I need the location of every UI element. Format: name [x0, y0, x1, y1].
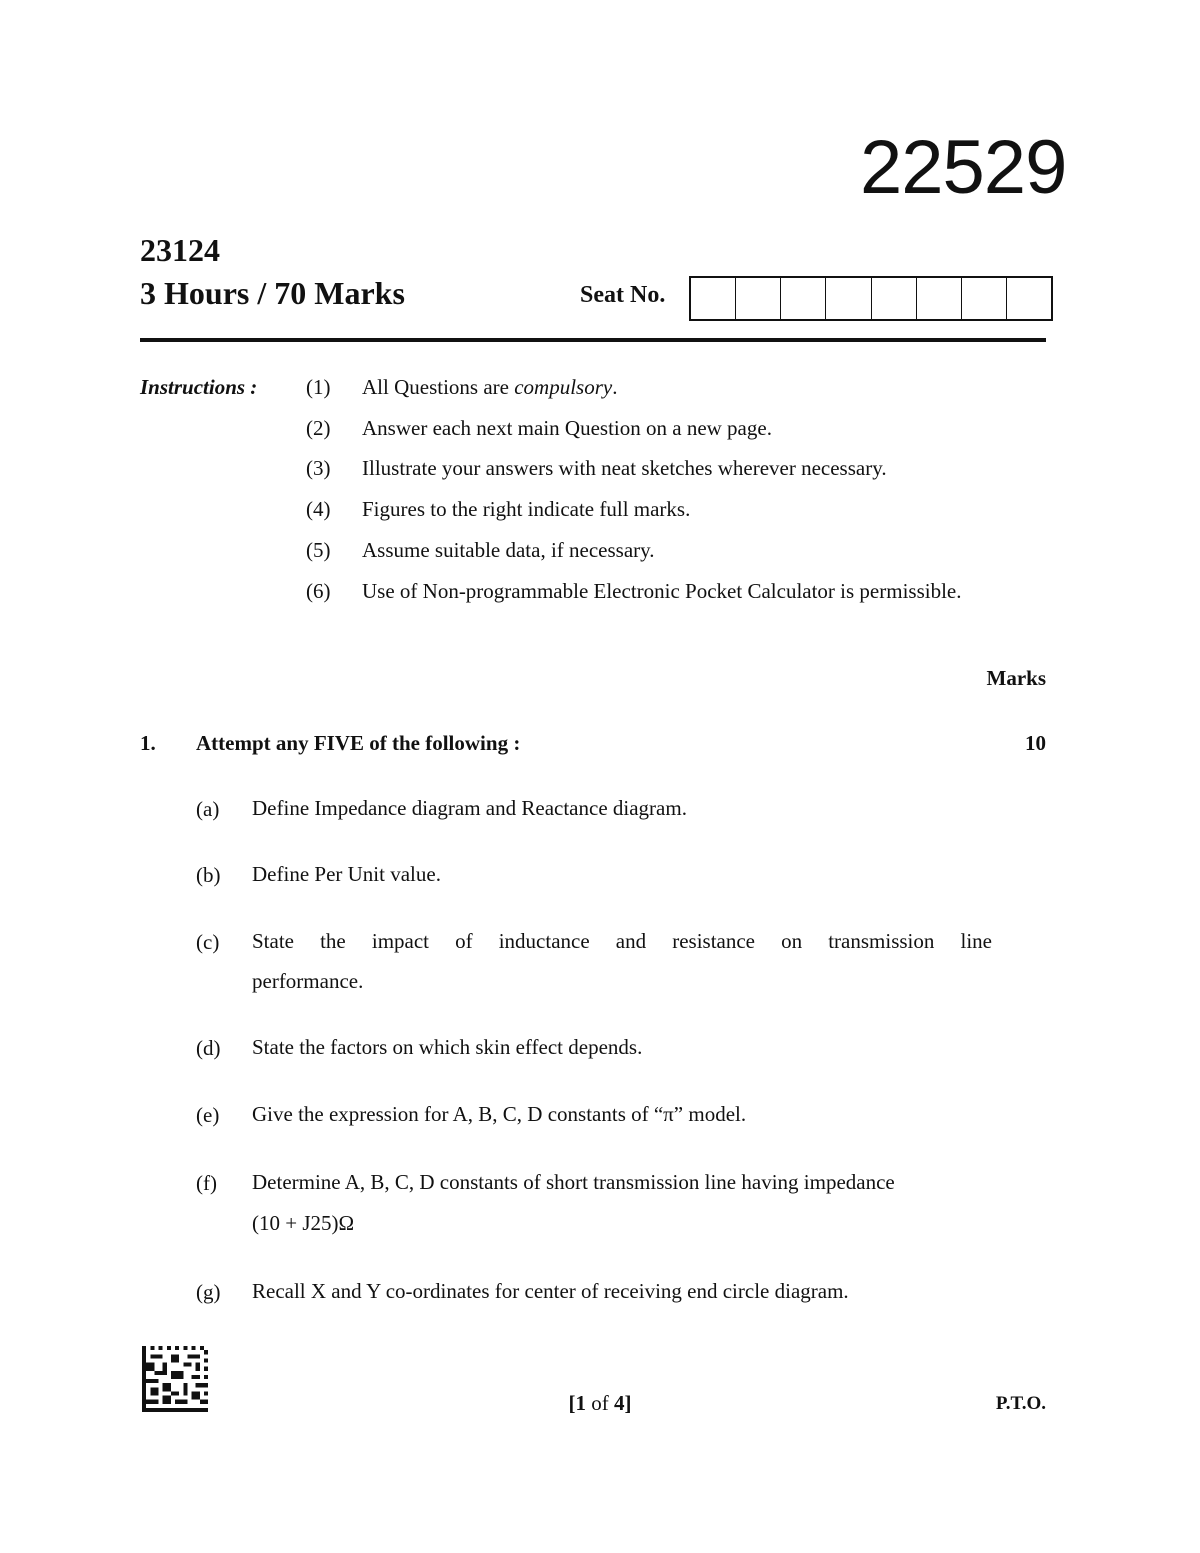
paper-code: 22529 — [860, 125, 1067, 210]
page-indicator — [500, 1391, 700, 1416]
sub-question-text: Recall X and Y co-ordinates for center of receiving end circle diagram. — [252, 1279, 849, 1303]
page-current: 1 — [575, 1391, 586, 1415]
instruction-text-part: . — [612, 375, 618, 399]
instruction-number: (3) — [306, 456, 331, 480]
sub-question-label: (c) — [196, 930, 220, 954]
marks-column-heading: Marks — [986, 666, 1046, 690]
sub-question-label: (g) — [196, 1280, 221, 1304]
instructions-label: Instructions : — [140, 375, 258, 399]
instruction-number: (6) — [306, 579, 331, 603]
question-number: 1. — [140, 731, 156, 755]
sub-question-label: (a) — [196, 797, 220, 821]
page-total: 4 — [614, 1391, 625, 1415]
instruction-text — [362, 375, 617, 400]
seat-box[interactable] — [962, 278, 1007, 319]
page-bracket: [ — [568, 1391, 576, 1415]
question-marks: 10 — [1025, 731, 1046, 755]
instruction-text: Answer each next main Question on a new page. — [362, 416, 772, 440]
exam-duration-marks: 3 Hours / 70 Marks — [140, 275, 405, 311]
instruction-number: (4) — [306, 497, 331, 521]
seat-box[interactable] — [826, 278, 871, 319]
datamatrix-code-icon — [142, 1346, 208, 1412]
seat-number-label: Seat No. — [580, 282, 666, 308]
seat-box[interactable] — [691, 278, 736, 319]
sub-question-text: Define Per Unit value. — [252, 862, 441, 886]
seat-box[interactable] — [917, 278, 962, 319]
seat-box[interactable] — [781, 278, 826, 319]
sub-question-label: (d) — [196, 1036, 221, 1060]
sub-question-label: (e) — [196, 1103, 220, 1127]
sub-question-text: State the impact of inductance and resistance on transmission line — [252, 929, 992, 953]
instruction-number: (2) — [306, 416, 331, 440]
page-bracket: ] — [624, 1391, 632, 1415]
sub-question-text: State the factors on which skin effect depends. — [252, 1035, 643, 1059]
sub-question-text-continued: performance. — [252, 969, 364, 993]
sub-question-text: Determine A, B, C, D constants of short transmission line having impedance — [252, 1170, 895, 1194]
sub-question-text-continued: (10 + J25)Ω — [252, 1211, 355, 1235]
exam-code: 23124 — [140, 232, 220, 268]
sub-question-label: (b) — [196, 863, 221, 887]
sub-question-text: Define Impedance diagram and Reactance diagram. — [252, 796, 687, 820]
instruction-number: (5) — [306, 538, 331, 562]
seat-number-boxes[interactable] — [689, 276, 1053, 321]
seat-box[interactable] — [872, 278, 917, 319]
instruction-text: Figures to the right indicate full marks. — [362, 497, 691, 521]
question-title: Attempt any FIVE of the following : — [196, 731, 521, 755]
seat-box[interactable] — [1007, 278, 1051, 319]
instruction-emphasis: compulsory — [514, 375, 613, 399]
instruction-text: Use of Non-programmable Electronic Pocket Calculator is permissible. — [362, 579, 962, 603]
seat-box[interactable] — [736, 278, 781, 319]
instruction-text: Illustrate your answers with neat sketches wherever necessary. — [362, 456, 887, 480]
instruction-text: Assume suitable data, if necessary. — [362, 538, 655, 562]
sub-question-label: (f) — [196, 1171, 217, 1195]
header-divider — [140, 338, 1046, 342]
instruction-number: (1) — [306, 375, 331, 399]
please-turn-over: P.T.O. — [995, 1393, 1046, 1414]
sub-question-text: Give the expression for A, B, C, D constants of “π” model. — [252, 1102, 747, 1126]
instruction-text-part: All Questions are — [362, 375, 515, 399]
page-of: of — [586, 1391, 614, 1415]
